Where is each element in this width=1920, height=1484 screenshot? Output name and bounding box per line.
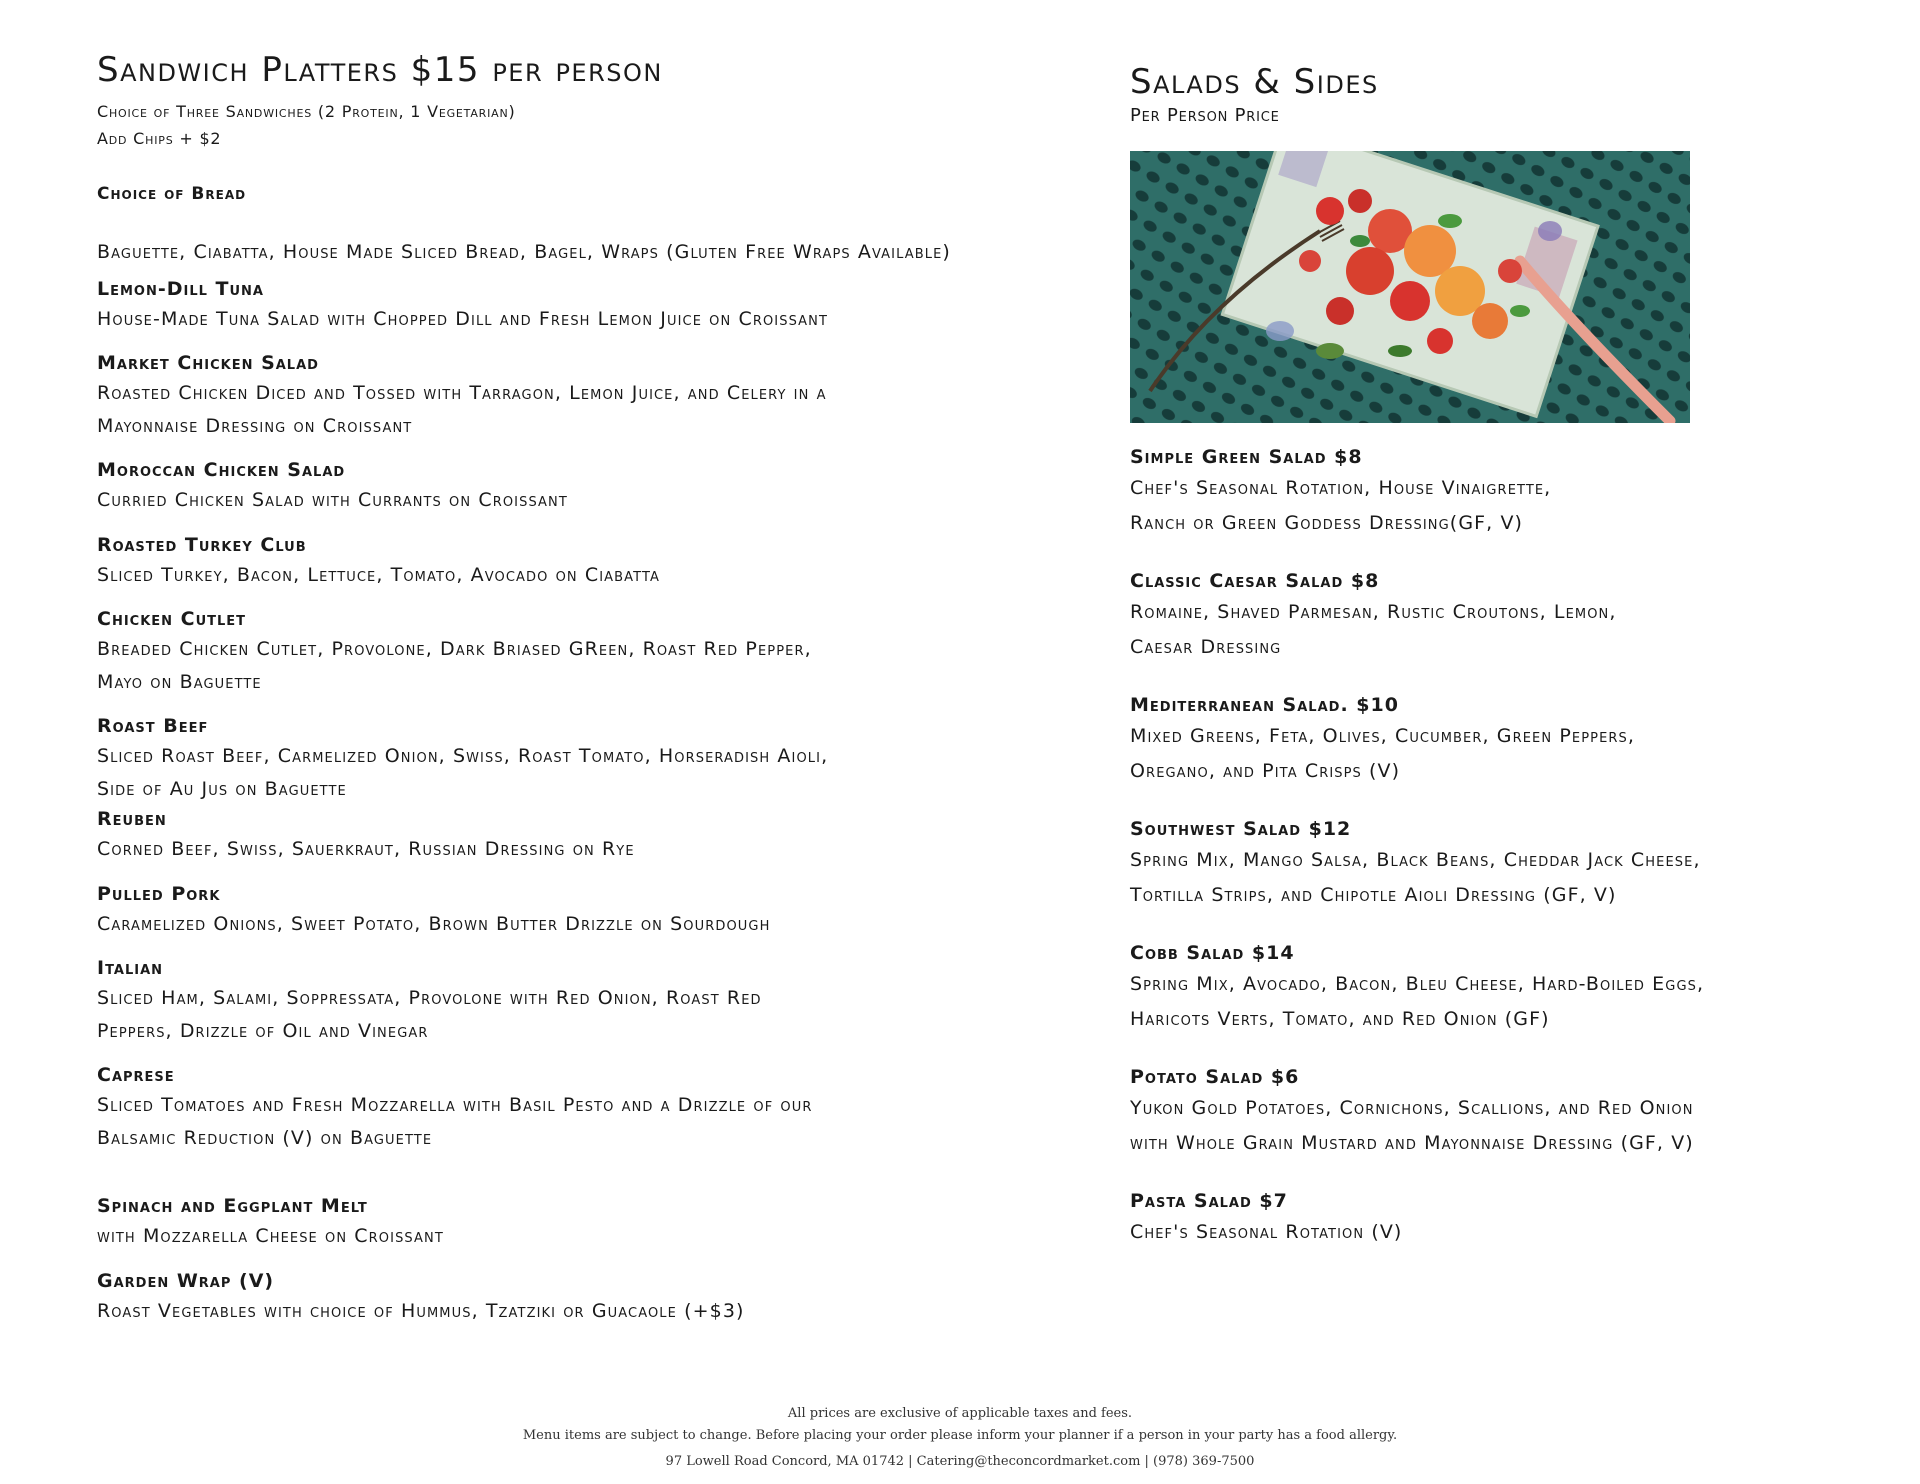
salad-item-description: Chef's Seasonal Rotation (V) [1130,1221,1403,1243]
sandwich-item [97,805,1097,866]
salad-list [1130,443,1830,1250]
footer-allergy-note: Menu items are subject to change. Before placing your order please inform your planner if a person in your party has a food allergy. [522,1428,1398,1443]
salad-item-description: Romaine, Shaved Parmesan, Rustic Croutons, Lemon, [1130,601,1617,623]
salad-item-description: Yukon Gold Potatoes, Cornichons, Scallions, and Red Onion [1130,1097,1694,1119]
footer-contact-info: 97 Lowell Road Concord, MA 01742 | Catering@theconcordmarket.com | (978) 369-7500 [665,1454,1255,1469]
salad-item-name: Southwest Salad $12 [1130,818,1352,840]
salad-item [1130,1063,1830,1161]
bread-heading: Choice of Bread [97,184,247,204]
salad-item-name: Simple Green Salad $8 [1130,446,1363,468]
sandwich-item-description: Side of Au Jus on Baguette [97,777,347,800]
salad-item [1130,815,1830,913]
salad-item-description: Ranch or Green Goddess Dressing(GF, V) [1130,512,1524,534]
sandwich-item-description: Mayo on Baguette [97,670,262,693]
salad-item-name: Mediterranean Salad. $10 [1130,694,1399,716]
sandwich-item [97,712,1097,805]
sandwich-item-description: Caramelized Onions, Sweet Potato, Brown Butter Drizzle on Sourdough [97,912,771,935]
salad-item [1130,1187,1830,1250]
salad-item-name: Cobb Salad $14 [1130,942,1295,964]
sandwich-item-description: with Mozzarella Cheese on Croissant [97,1225,444,1247]
sandwich-list [97,275,1097,1328]
sandwich-item-description: Mayonnaise Dressing on Croissant [97,414,413,437]
salad-item-description: Mixed Greens, Feta, Olives, Cucumber, Green Peppers, [1130,725,1636,747]
sandwich-item [97,456,1097,517]
salad-item-description: Tortilla Strips, and Chipotle Aioli Dressing (GF, V) [1130,884,1617,906]
sandwich-item-description: Sliced Roast Beef, Carmelized Onion, Swiss, Roast Tomato, Horseradish Aioli, [97,745,829,767]
salad-item [1130,691,1830,789]
sandwich-item-description: Sliced Tomatoes and Fresh Mozzarella with Basil Pesto and a Drizzle of our [97,1094,813,1116]
chips-addon-line: Add Chips + $2 [97,129,222,148]
sandwich-item-name: Caprese [97,1064,175,1086]
sandwich-item-description: Sliced Turkey, Bacon, Lettuce, Tomato, Avocado on Ciabatta [97,563,661,586]
salad-item-description: Oregano, and Pita Crisps (V) [1130,760,1401,782]
sandwich-item-description: Sliced Ham, Salami, Soppressata, Provolone with Red Onion, Roast Red [97,987,762,1009]
sandwich-item-name: Roast Beef [97,715,209,737]
salad-item-description: Spring Mix, Mango Salsa, Black Beans, Cheddar Jack Cheese, [1130,849,1701,871]
salads-section [1130,60,1830,1250]
salad-photo [1130,151,1690,423]
sandwich-item [97,1061,1097,1154]
sandwich-item-name: Moroccan Chicken Salad [97,459,346,481]
bread-options: Baguette, Ciabatta, House Made Sliced Bread, Bagel, Wraps (Gluten Free Wraps Available) [97,241,951,263]
salads-sides-title: Salads & Sides [1130,62,1379,102]
sandwich-item [97,880,1097,941]
sandwich-item-description: Corned Beef, Swiss, Sauerkraut, Russian Dressing on Rye [97,838,635,860]
sandwich-item-name: Reuben [97,808,167,830]
sandwich-item [97,1267,1097,1328]
sandwich-item-description: Roasted Chicken Diced and Tossed with Tarragon, Lemon Juice, and Celery in a [97,382,827,404]
salad-item-description: Chef's Seasonal Rotation, House Vinaigrette, [1130,477,1552,499]
sandwich-item [97,349,1097,442]
sandwich-section [97,48,1097,1327]
salad-item-description: Spring Mix, Avocado, Bacon, Bleu Cheese, Hard-Boiled Eggs, [1130,973,1705,995]
salad-item-description: Haricots Verts, Tomato, and Red Onion (GF) [1130,1008,1550,1030]
sandwich-item [97,1192,1097,1253]
sandwich-item-description: Balsamic Reduction (V) on Baguette [97,1126,433,1149]
sandwich-item [97,531,1097,592]
sandwich-item-name: Chicken Cutlet [97,608,247,630]
sandwich-item-description: Peppers, Drizzle of Oil and Vinegar [97,1019,429,1042]
per-person-price-label: Per Person Price [1130,105,1280,126]
salad-item [1130,567,1830,665]
sandwich-platters-title: Sandwich Platters $15 per person [97,50,663,90]
salad-item [1130,443,1830,541]
salad-item-name: Classic Caesar Salad $8 [1130,570,1380,592]
sandwich-item-name: Market Chicken Salad [97,352,319,374]
salad-item-name: Potato Salad $6 [1130,1066,1300,1088]
sandwich-choice-line: Choice of Three Sandwiches (2 Protein, 1 Vegetarian) [97,102,516,121]
sandwich-item-description: Breaded Chicken Cutlet, Provolone, Dark Briased GReen, Roast Red Pepper, [97,638,812,660]
sandwich-item-description: Roast Vegetables with choice of Hummus, Tzatziki or Guacaole (+$3) [97,1299,745,1322]
sandwich-item [97,275,1097,336]
sandwich-item-name: Lemon-Dill Tuna [97,277,264,300]
footer-taxes-note: All prices are exclusive of applicable taxes and fees. [787,1406,1133,1421]
sandwich-item-description: Curried Chicken Salad with Currants on Croissant [97,489,568,511]
sandwich-item-name: Pulled Pork [97,882,221,905]
salad-item-name: Pasta Salad $7 [1130,1190,1288,1212]
sandwich-item [97,605,1097,698]
sandwich-item-name: Italian [97,957,164,979]
sandwich-item-name: Roasted Turkey Club [97,533,307,556]
salad-platter-image [1130,151,1690,423]
salad-item-description: Caesar Dressing [1130,636,1282,658]
salad-item [1130,939,1830,1037]
sandwich-item-description: House-Made Tuna Salad with Chopped Dill and Fresh Lemon Juice on Croissant [97,307,829,330]
sandwich-item-name: Spinach and Eggplant Melt [97,1195,368,1217]
sandwich-item-name: Garden Wrap (V) [97,1269,275,1292]
sandwich-item [97,954,1097,1047]
salad-item-description: with Whole Grain Mustard and Mayonnaise Dressing (GF, V) [1130,1132,1694,1154]
